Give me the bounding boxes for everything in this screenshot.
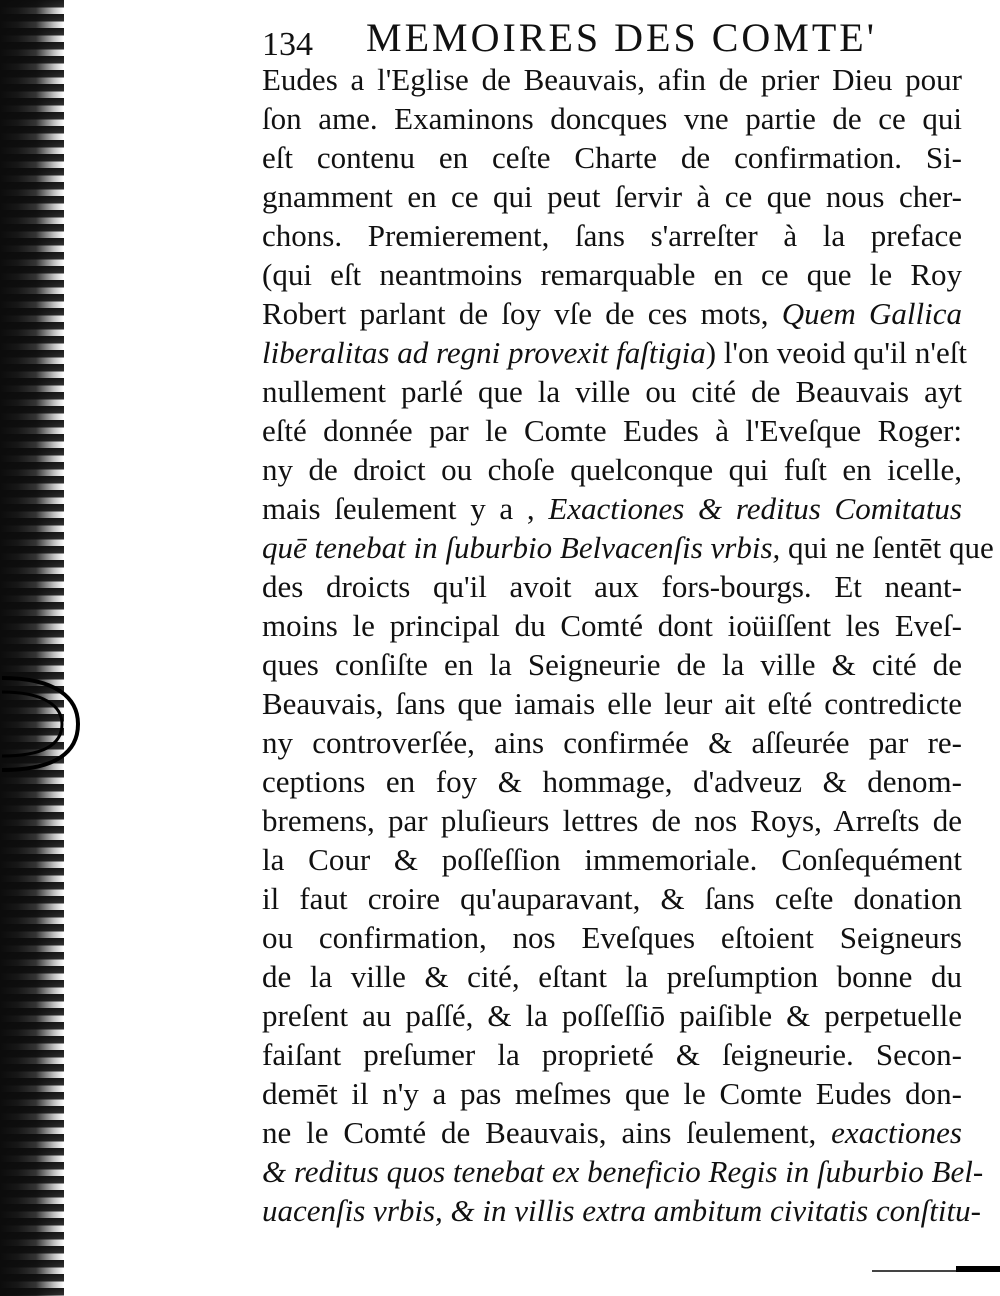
text-segment: ny controverſée, ains confirmée & aſſeurée par re- <box>262 725 962 760</box>
text-line <box>262 996 962 1035</box>
text-line <box>262 1152 984 1191</box>
text-line <box>262 60 962 99</box>
text-line <box>262 606 962 645</box>
text-segment: la Cour & poſſeſſion immemoriale. Conſequément <box>262 842 962 877</box>
text-line <box>262 879 962 918</box>
text-segment: Robert parlant de ſoy vſe de ces mots, <box>262 296 782 331</box>
text-segment: ) l'on veoid qu'il n'eſt <box>705 335 967 370</box>
text-segment: qui ne ſentēt que <box>780 530 994 565</box>
text-segment: (qui eſt neantmoins remarquable en ce que le Roy <box>262 257 962 292</box>
text-line <box>262 216 962 255</box>
text-line <box>262 294 962 333</box>
text-line <box>262 333 967 372</box>
text-line <box>262 450 962 489</box>
text-line <box>262 1035 962 1074</box>
page-header <box>262 15 912 64</box>
text-line <box>262 1191 981 1230</box>
text-segment: il faut croire qu'auparavant, & ſans ceſte donation <box>262 881 962 916</box>
text-segment: bremens, par pluſieurs lettres de nos Roys, Arreſts de <box>262 803 962 838</box>
text-segment: chons. Premierement, ſans s'arreſter à la preface <box>262 218 962 253</box>
text-segment: ſon ame. Examinons doncques vne partie de ce qui <box>262 101 962 136</box>
text-segment: ques conſiſte en la Seigneurie de la ville & cité de <box>262 647 962 682</box>
text-line <box>262 1113 962 1152</box>
text-line <box>262 567 962 606</box>
text-line <box>262 411 962 450</box>
page-clip-mark <box>0 668 94 780</box>
italic-text: quē tenebat in ſuburbio Belvacenſis vrbis, <box>262 530 781 565</box>
text-segment: de la ville & cité, eſtant la preſumption bonne du <box>262 959 962 994</box>
italic-text: liberalitas ad regni provexit faſtigia <box>262 335 706 370</box>
text-segment: eſté donnée par le Comte Eudes à l'Eveſque Roger: <box>262 413 962 448</box>
text-segment: Eudes a l'Eglise de Beauvais, afin de prier Dieu pour <box>262 62 962 97</box>
text-segment: gnamment en ce qui peut ſervir à ce que nous cher- <box>262 179 962 214</box>
text-line <box>262 840 962 879</box>
text-line <box>262 255 962 294</box>
text-line <box>262 528 994 567</box>
text-segment: ceptions en foy & hommage, d'adveuz & denom- <box>262 764 962 799</box>
text-line <box>262 489 962 528</box>
italic-text: & reditus quos tenebat ex beneficio Regis in ſuburbio Bel- <box>262 1154 984 1189</box>
text-segment: ou confirmation, nos Eveſques eſtoient Seigneurs <box>262 920 962 955</box>
text-line <box>262 372 962 411</box>
text-segment: ne le Comté de Beauvais, ains ſeulement, <box>262 1115 832 1150</box>
text-line <box>262 684 962 723</box>
page-number: 134 <box>262 26 313 63</box>
italic-text: Exactiones & reditus Comitatus <box>548 491 962 526</box>
running-title: MEMOIRES DES COMTE' <box>366 15 877 60</box>
text-line <box>262 1074 962 1113</box>
italic-text: uacenſis vrbis, & in villis extra ambitum civitatis conſtitu- <box>262 1193 981 1228</box>
italic-text: Quem Gallica <box>781 296 962 331</box>
text-line <box>262 645 962 684</box>
text-line <box>262 762 962 801</box>
binding-gutter <box>0 0 64 1296</box>
text-segment: demēt il n'y a pas meſmes que le Comte Eudes don- <box>262 1076 962 1111</box>
bottom-edge-mark <box>956 1266 1000 1272</box>
text-segment: nullement parlé que la ville ou cité de Beauvais ayt <box>262 374 962 409</box>
text-segment: moins le principal du Comté dont ioüiſſent les Eveſ- <box>262 608 962 643</box>
text-segment: Beauvais, ſans que iamais elle leur ait eſté contredicte <box>262 686 962 721</box>
text-segment: faiſant preſumer la proprieté & ſeigneurie. Secon- <box>262 1037 962 1072</box>
text-line <box>262 177 962 216</box>
text-segment: des droicts qu'il avoit aux fors-bourgs. Et neant- <box>262 569 962 604</box>
text-segment: preſent au paſſé, & la poſſeſſiō paiſible & perpetuelle <box>262 998 962 1033</box>
text-line <box>262 99 962 138</box>
text-line <box>262 723 962 762</box>
body-text <box>262 60 994 1228</box>
text-line <box>262 957 962 996</box>
text-line <box>262 138 962 177</box>
text-line <box>262 801 962 840</box>
text-segment: mais ſeulement y a , <box>262 491 549 526</box>
text-line <box>262 918 962 957</box>
text-segment: eſt contenu en ceſte Charte de confirmation. Si- <box>262 140 962 175</box>
text-segment: ny de droict ou choſe quelconque qui fuſt en icelle, <box>262 452 962 487</box>
italic-text: exactiones <box>831 1115 962 1150</box>
